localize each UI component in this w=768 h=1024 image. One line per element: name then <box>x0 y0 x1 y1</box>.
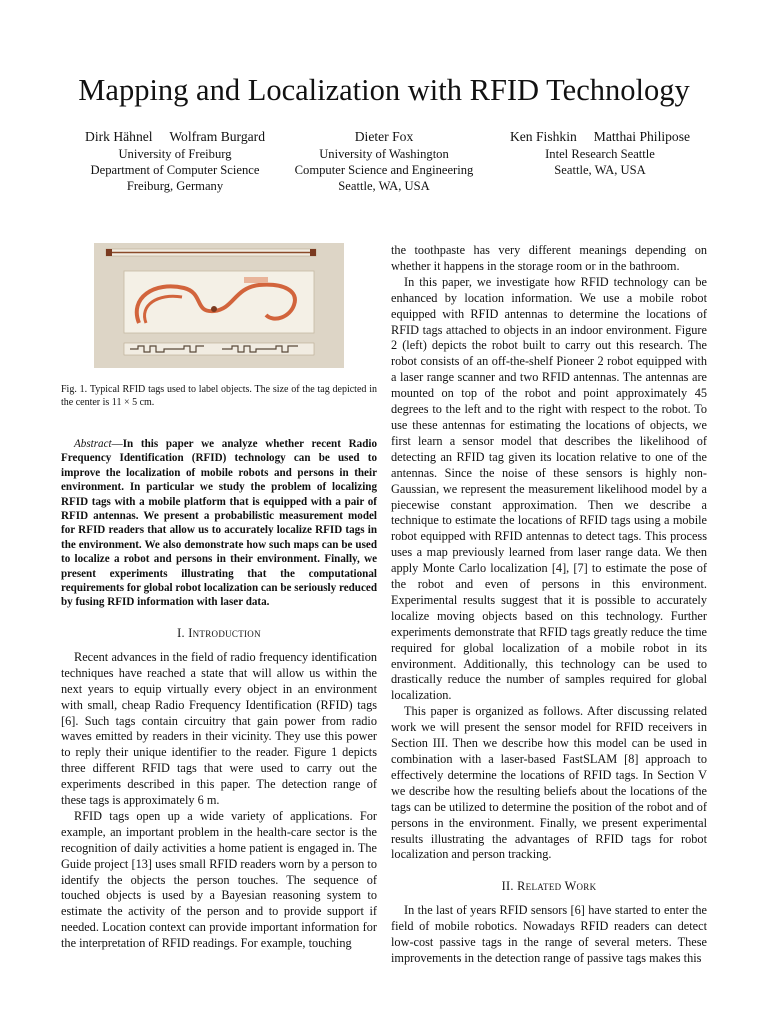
abstract-dash: — <box>111 438 123 450</box>
affiliation-line: Freiburg, Germany <box>126 179 224 193</box>
affiliation-line: University of Washington <box>319 147 449 161</box>
section-number: I. <box>177 625 189 640</box>
affiliation-line: Intel Research Seattle <box>545 147 655 161</box>
paragraph: Recent advances in the field of radio frequency identification techniques have reached a state that will allow us within the next years to equip virtually every object in an environment with small, cheap Radio Frequency Identification (RFID) tags [6]. Such tags contain circuitry that gain power from radio waves emitted by readers in their vicinity. They use this power to reply their unique identifier to the reader. Figure 1 depicts three different RFID tags that were used to carry out the experiments described in this paper. The detection range of these tags is approximately 6 m. <box>61 649 377 808</box>
rfid-tags-photo <box>94 243 344 368</box>
affiliation-line: Department of Computer Science <box>90 163 260 177</box>
figure-caption: Fig. 1. Typical RFID tags used to label objects. The size of the tag depicted in the center is 11 × 5 cm. <box>61 384 377 408</box>
author-names: Ken Fishkin Matthai Philipose <box>509 129 691 144</box>
paragraph: In this paper, we investigate how RFID technology can be enhanced by location information. We use a mobile robot equipped with RFID antennas to determine the locations of RFID tags attached to objects in an indoor environment. Figure 2 (left) depicts the robot built to carry out this research. The robot consists of an off-the-shelf Pioneer 2 robot equipped with a laser range scanner and two RFID antennas. The antennas are mounted on top of the robot and point approximately 45 degrees to the left and to the right with respect to the robot. To use these antennas for estimating the locations of objects, we first learn a sensor model that describes the likelihood of detecting an RFID tag given its location relative to one of the antennas. Since the noise of these sensors is highly non-Gaussian, we represent the measurement likelihood model by a piecewise constant approximation. Then we describe a technique to estimate the locations of RFID tags using a mobile robot equipped with RFID antennas to detect tags. This process uses a map previously learned from laser range data. We then apply Monte Carlo localization [4], [7] to estimate the pose of the robot and even of persons in this environment. Experimental results suggest that it is possible to accurately localize moving objects based on this technology. Further experiments demonstrate that RFID tags greatly reduce the time required for global localization of a mobile robot in its environment. Additionally, this technology can be used to drastically reduce the number of samples required for global localization. <box>391 274 707 703</box>
affiliation-line: Seattle, WA, USA <box>338 179 430 193</box>
affiliation-washington <box>284 128 484 194</box>
paragraph: RFID tags open up a wide variety of applications. For example, an important problem in the health-care sector is the recognition of daily activities a home patient is engaged in. The Guide project [13] uses small RFID readers worn by a person to identify the objects the person touches. The sequence of touched objects is used by a Bayesian reasoning system to estimate the activity of the person and to provide support if needed. Location context can provide important information for the interpretation of RFID readings. For example, touching <box>61 808 377 951</box>
rfid-tags-illustration <box>94 243 344 368</box>
author-names: Dieter Fox <box>354 129 414 144</box>
paper-title: Mapping and Localization with RFID Technology <box>78 73 690 107</box>
section-title: Related Work <box>517 879 597 894</box>
affiliation-line: University of Freiburg <box>118 147 232 161</box>
paragraph: the toothpaste has very different meanings depending on whether it happens in the storage room or in the bathroom. <box>391 243 707 273</box>
abstract-body: In this paper we analyze whether recent Radio Frequency Identification (RFID) technology can be used to improve the localization of mobile robots and persons in their environment. In particular we study the problem of localizing RFID tags with a mobile platform that is equipped with a pair of RFID antennas. We present a probabilistic measurement model for RFID readers that allow us to accurately localize RFID tags in the environment. We also demonstrate how such maps can be used to localize a robot and persons in their environment. Finally, we present experiments illustrating that the computational requirements for global robot localization can be seriously reduced by fusing RFID information with laser data. <box>61 438 377 609</box>
affiliation-line: Computer Science and Engineering <box>294 163 474 177</box>
abstract-lead: Abstract <box>74 438 112 450</box>
paragraph: This paper is organized as follows. After discussing related work we will present the sensor model for RFID receivers in Section III. Then we describe how this model can be used in combination with a laser-based FastSLAM [8] approach to effectively determine the locations of RFID tags. In Section V we describe how the resulting beliefs about the locations of the tags can be utilized to determine the position of the robot and of persons in the environment. Finally, we present experimental results illustrating the advantages of RFID tags for robot localization and person tracking. <box>391 704 707 862</box>
paragraph: In the last of years RFID sensors [6] have started to enter the field of mobile robotics. Nowadays RFID readers can detect low-cost passive tags in the range of several meters. These improvements in the detection range of passive tags makes this <box>391 903 707 966</box>
author-block <box>0 128 768 198</box>
author-names: Dirk Hähnel Wolfram Burgard <box>85 129 265 144</box>
figure-1 <box>61 243 377 383</box>
left-column <box>61 243 377 952</box>
right-column <box>391 243 707 967</box>
affiliation-intel <box>490 128 710 178</box>
affiliation-freiburg <box>70 128 280 194</box>
section-heading-introduction <box>61 625 377 641</box>
section-heading-related-work <box>391 878 707 894</box>
section-title: Introduction <box>188 625 261 640</box>
affiliation-line: Seattle, WA, USA <box>554 163 646 177</box>
section-number: II. <box>501 879 518 894</box>
abstract <box>61 437 377 610</box>
